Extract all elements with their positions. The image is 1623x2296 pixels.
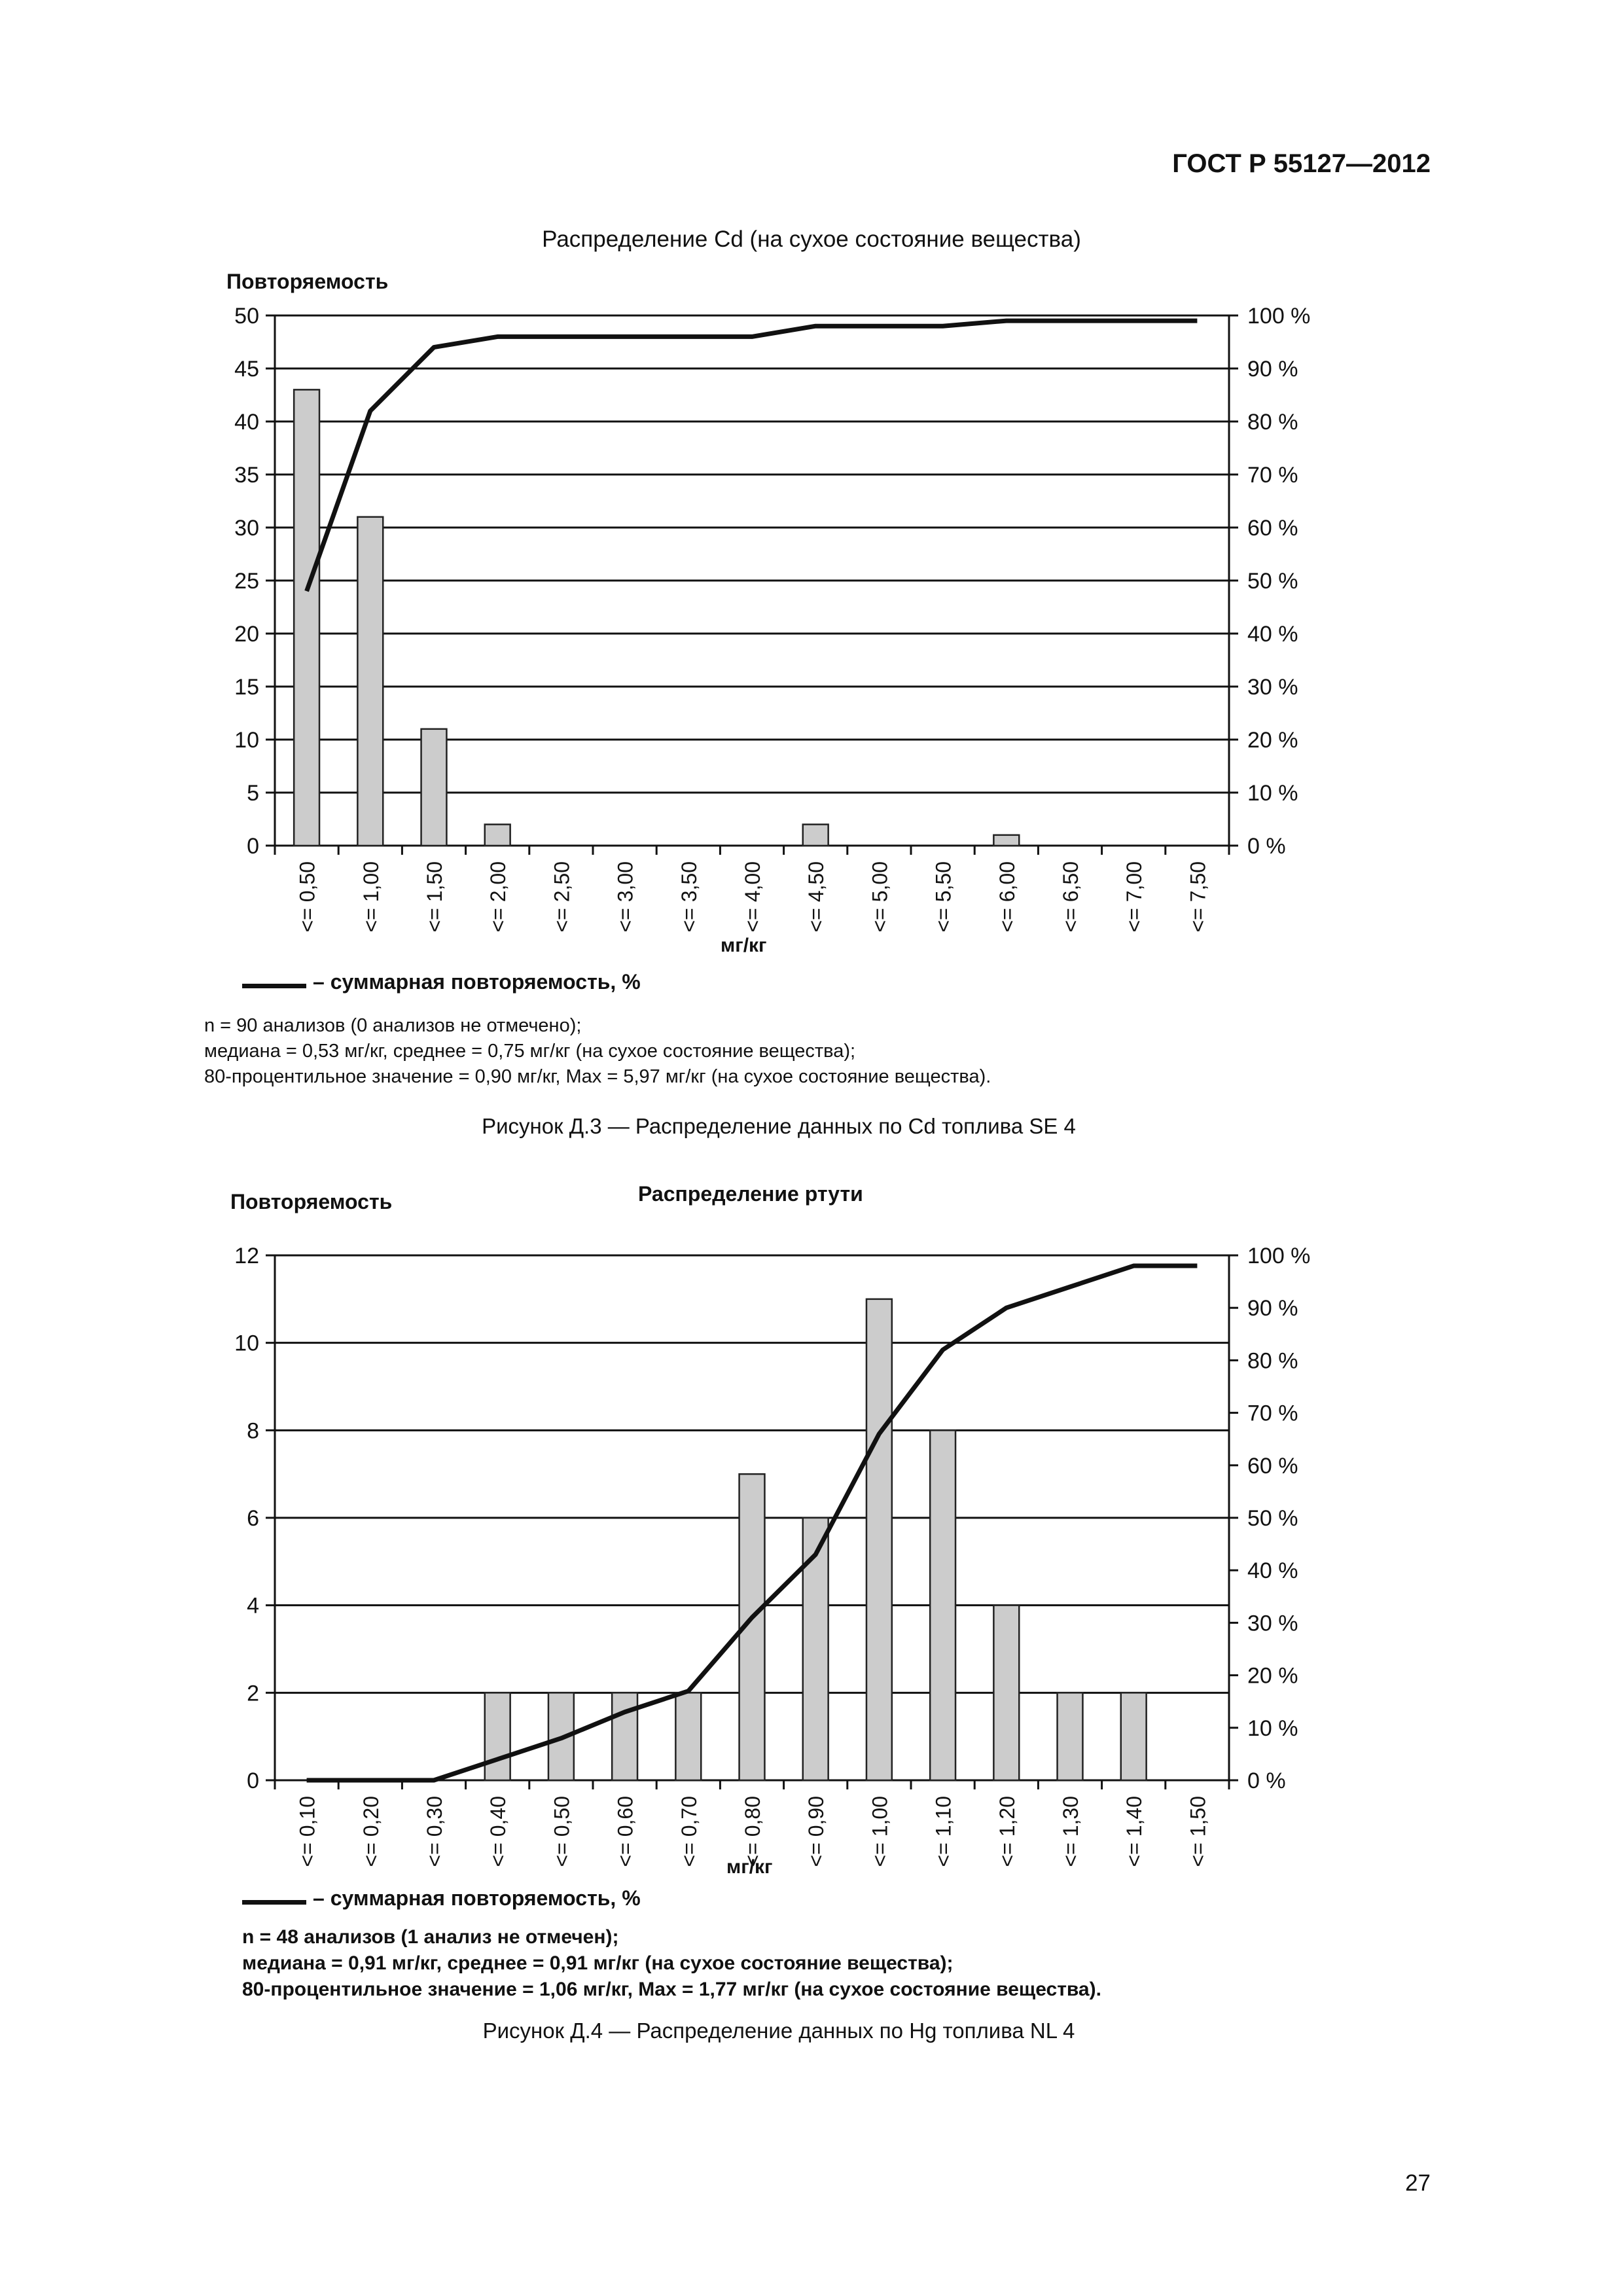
chart1-x-tick-label: <= 7,50 <box>1186 861 1210 933</box>
chart2-y2-tick-label: 10 % <box>1247 1715 1298 1741</box>
chart1-y2-tick-label: 100 % <box>1247 304 1311 329</box>
chart2-x-tick-label: <= 0,20 <box>359 1796 383 1867</box>
chart1-y-tick-label: 20 <box>234 622 259 647</box>
chart2-note-percentile: 80-процентильное значение = 1,06 мг/кг, Max = 1,77 мг/кг (на сухое состояние вещества). <box>242 1979 1101 2000</box>
chart2-y2-tick-label: 80 % <box>1247 1348 1298 1374</box>
document-header: ГОСТ Р 55127—2012 <box>1172 149 1431 178</box>
chart1-note-percentile: 80-процентильное значение = 0,90 мг/кг, Max = 5,97 мг/кг (на сухое состояние вещества). <box>204 1066 991 1087</box>
chart1-y-tick-label: 45 <box>234 357 259 382</box>
chart2-y-tick-label: 6 <box>247 1506 259 1531</box>
chart2-y2-tick-label: 90 % <box>1247 1296 1298 1321</box>
chart2-note-median: медиана = 0,91 мг/кг, среднее = 0,91 мг/кг (на сухое состояние вещества); <box>242 1952 954 1974</box>
chart2-bar <box>485 1693 510 1780</box>
chart1-bar <box>485 825 510 846</box>
chart1-x-tick-label: <= 0,50 <box>295 861 319 933</box>
chart1-y-tick-label: 0 <box>247 834 259 859</box>
chart2-x-tick-label: <= 0,30 <box>423 1796 446 1867</box>
chart2-title: Распределение ртути <box>638 1182 863 1206</box>
chart2-x-tick-label: <= 0,70 <box>677 1796 701 1867</box>
chart1-y-axis-label: Повторяемость <box>226 270 389 293</box>
chart1-title: Распределение Cd (на сухое состояние вещества) <box>542 226 1081 252</box>
chart2-y-tick-label: 10 <box>234 1331 259 1356</box>
page-number: 27 <box>1405 2170 1431 2196</box>
chart1-y-tick-label: 30 <box>234 516 259 541</box>
chart1-bar <box>803 825 829 846</box>
chart2-x-tick-label: <= 0,90 <box>804 1796 829 1867</box>
chart1-x-tick-label: <= 5,50 <box>931 861 955 933</box>
chart1-x-tick-label: <= 7,00 <box>1122 861 1147 933</box>
chart1-bar <box>294 389 319 846</box>
chart1-x-tick-label: <= 3,50 <box>677 861 701 933</box>
chart1-y-tick-label: 40 <box>234 410 259 435</box>
figure-d3-caption: Рисунок Д.3 — Распределение данных по Cd топлива SE 4 <box>482 1114 1076 1138</box>
chart1-x-tick-label: <= 1,50 <box>423 861 446 933</box>
chart2-y-axis-label: Повторяемость <box>230 1190 393 1213</box>
chart2-bar <box>993 1605 1019 1780</box>
chart1-x-tick-label: <= 5,00 <box>868 861 892 933</box>
chart2-y2-tick-label: 70 % <box>1247 1401 1298 1426</box>
chart2-y2-tick-label: 40 % <box>1247 1558 1298 1584</box>
chart2-y-tick-label: 2 <box>247 1681 259 1706</box>
chart2-y2-tick-label: 60 % <box>1247 1453 1298 1479</box>
chart2-bar <box>675 1693 701 1780</box>
chart1-note-n: n = 90 анализов (0 анализов не отмечено); <box>204 1015 582 1036</box>
chart1-y2-tick-label: 70 % <box>1247 463 1298 488</box>
chart1-x-tick-label: <= 2,00 <box>486 861 510 933</box>
chart1-y2-tick-label: 60 % <box>1247 516 1298 541</box>
chart1-x-tick-label: <= 4,50 <box>804 861 829 933</box>
chart2-bar <box>930 1430 955 1780</box>
chart2-y-tick-label: 8 <box>247 1418 259 1444</box>
chart1-y2-tick-label: 80 % <box>1247 410 1298 435</box>
chart2-y2-tick-label: 50 % <box>1247 1506 1298 1531</box>
chart2-bar <box>612 1693 637 1780</box>
chart2-x-tick-label: <= 1,50 <box>1186 1796 1210 1867</box>
chart2-y2-tick-label: 30 % <box>1247 1611 1298 1636</box>
chart1-y-tick-label: 25 <box>234 569 259 594</box>
chart1-y2-tick-label: 10 % <box>1247 781 1298 806</box>
chart1-x-tick-label: <= 6,00 <box>995 861 1019 933</box>
chart1-y2-tick-label: 40 % <box>1247 622 1298 647</box>
chart2-x-tick-label: <= 0,50 <box>550 1796 574 1867</box>
chart1-y2-tick-label: 20 % <box>1247 728 1298 753</box>
chart2-legend-label: – суммарная повторяемость, % <box>313 1886 641 1910</box>
chart1-y-tick-label: 35 <box>234 463 259 488</box>
chart2-bar <box>1058 1693 1083 1780</box>
chart1-y-tick-label: 10 <box>234 728 259 753</box>
chart2-x-tick-label: <= 0,40 <box>486 1796 510 1867</box>
chart1-cumulative-line <box>307 321 1198 591</box>
chart2-x-tick-label: <= 1,10 <box>931 1796 955 1867</box>
chart1-x-tick-label: <= 2,50 <box>550 861 574 933</box>
chart1-y2-tick-label: 90 % <box>1247 357 1298 382</box>
chart2-x-tick-label: <= 0,60 <box>613 1796 637 1867</box>
chart2-x-tick-label: <= 0,10 <box>295 1796 319 1867</box>
chart1-legend-label: – суммарная повторяемость, % <box>313 970 641 994</box>
chart1-x-tick-label: <= 1,00 <box>359 861 383 933</box>
chart1-x-tick-label: <= 6,50 <box>1059 861 1082 933</box>
chart1-x-axis-label: мг/кг <box>721 935 767 956</box>
chart2-y2-tick-label: 100 % <box>1247 1244 1311 1268</box>
chart1-x-tick-label: <= 3,00 <box>613 861 637 933</box>
chart1-y2-tick-label: 50 % <box>1247 569 1298 594</box>
chart2-y-tick-label: 0 <box>247 1768 259 1793</box>
chart2-y2-tick-label: 0 % <box>1247 1768 1286 1793</box>
chart2-bar <box>1121 1693 1147 1780</box>
chart1-y-tick-label: 50 <box>234 304 259 329</box>
chart1-y2-tick-label: 30 % <box>1247 675 1298 700</box>
chart1-x-tick-label: <= 4,00 <box>741 861 764 933</box>
chart2-x-tick-label: <= 0,80 <box>741 1796 764 1867</box>
chart2-note-n: n = 48 анализов (1 анализ не отмечен); <box>242 1926 619 1948</box>
chart1-y-tick-label: 15 <box>234 675 259 700</box>
chart2-y-tick-label: 12 <box>234 1244 259 1268</box>
chart1-bar <box>357 517 383 846</box>
chart2-x-tick-label: <= 1,40 <box>1122 1796 1147 1867</box>
chart2-y2-tick-label: 20 % <box>1247 1663 1298 1689</box>
chart2-x-tick-label: <= 1,20 <box>995 1796 1019 1867</box>
chart1-note-median: медиана = 0,53 мг/кг, среднее = 0,75 мг/кг (на сухое состояние вещества); <box>204 1041 856 1062</box>
chart1-y-tick-label: 5 <box>247 781 259 806</box>
chart2-x-tick-label: <= 1,00 <box>868 1796 892 1867</box>
chart1-bar <box>421 729 447 846</box>
chart2-bar <box>866 1299 892 1780</box>
chart2-y-tick-label: 4 <box>247 1593 259 1619</box>
chart1-bar <box>993 835 1019 846</box>
figure-d4-caption: Рисунок Д.4 — Распределение данных по Hg топлива NL 4 <box>482 2018 1075 2043</box>
chart1-y2-tick-label: 0 % <box>1247 834 1286 859</box>
chart2-x-axis-label: мг/кг <box>726 1856 773 1878</box>
chart2-x-tick-label: <= 1,30 <box>1059 1796 1082 1867</box>
